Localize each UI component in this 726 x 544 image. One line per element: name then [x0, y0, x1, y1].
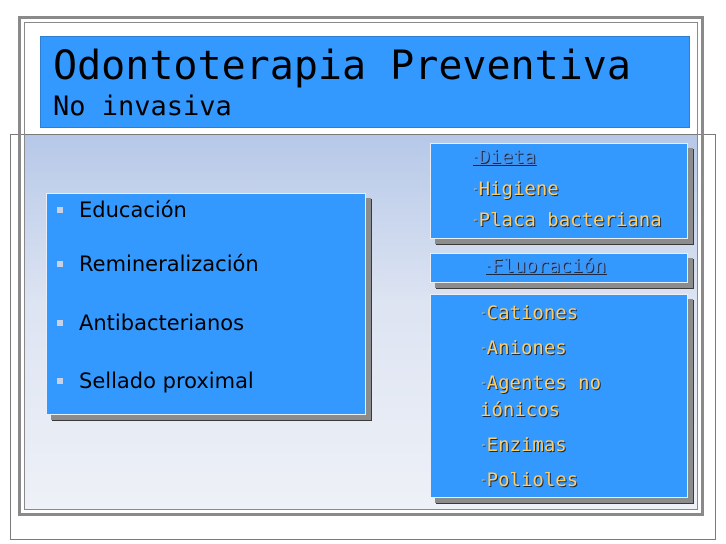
left-list-box: [46, 193, 366, 415]
list-item-label: Dieta: [478, 146, 536, 168]
list-item-label: Sellado proximal: [79, 369, 254, 393]
bullet-dash-icon: -: [480, 473, 487, 486]
bullet-dash-icon: -: [480, 376, 487, 389]
title-band: [40, 36, 690, 128]
slide-title: Odontoterapia Preventiva: [53, 43, 631, 89]
list-item: [480, 372, 601, 394]
list-item-label: Polioles: [486, 469, 579, 491]
antibacterial-box: [430, 294, 688, 498]
bullet-dash-icon: -: [480, 438, 487, 451]
bullet-dash-icon: -: [472, 150, 479, 163]
bullet-square-icon: [57, 320, 63, 326]
list-item-label: Enzimas: [486, 434, 567, 456]
list-item-label: Aniones: [486, 337, 567, 359]
list-item: [472, 209, 662, 231]
list-item-label: Cationes: [486, 302, 579, 324]
list-item: [57, 311, 244, 335]
bullet-dash-icon: -: [480, 306, 487, 319]
list-item-label: Higiene: [478, 178, 559, 200]
bullet-dash-icon: -: [480, 341, 487, 354]
bullet-dash-icon: -: [472, 182, 479, 195]
list-item-label: Antibacterianos: [79, 311, 245, 335]
bullet-dash-icon: -: [485, 259, 492, 272]
list-item: [480, 337, 567, 359]
fluoride-link[interactable]: [485, 255, 606, 277]
list-item: [57, 198, 187, 222]
list-item: [480, 469, 578, 491]
list-item: [480, 434, 567, 456]
bullet-square-icon: [57, 261, 63, 267]
list-item-label: Agentes no: [486, 372, 602, 394]
slide-subtitle: No invasiva: [53, 91, 232, 122]
list-item: [480, 302, 578, 324]
bullet-dash-icon: -: [472, 213, 479, 226]
list-item-label: Remineralización: [79, 252, 259, 276]
bullet-square-icon: [57, 207, 63, 213]
list-item: [472, 178, 559, 200]
bullet-square-icon: [57, 378, 63, 384]
list-item: [57, 369, 254, 393]
list-item-label: Placa bacteriana: [478, 209, 662, 231]
list-item-continuation: [480, 399, 560, 421]
diet-link[interactable]: [472, 146, 536, 168]
list-item-label: iónicos: [480, 399, 561, 421]
list-item-label: Fluoración: [491, 255, 607, 277]
list-item-label: Educación: [79, 198, 187, 222]
list-item: [57, 252, 259, 276]
